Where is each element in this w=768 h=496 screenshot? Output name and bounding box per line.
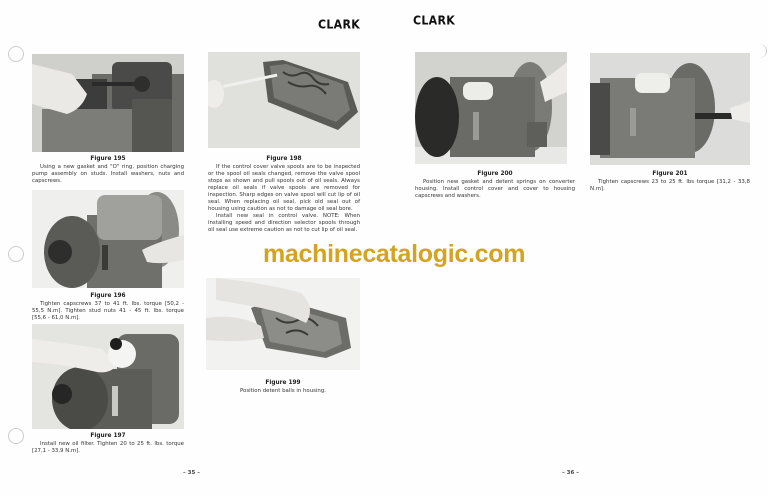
figure-title: Figure 195 [90, 156, 126, 162]
figure-text: Position new gasket and detent springs on converter housing. Install control cover and cover to housing capscrews and washers. [415, 179, 575, 199]
binder-hole-mark [752, 44, 767, 58]
figure-title: Figure 197 [90, 433, 126, 439]
figure-title: Figure 201 [652, 171, 688, 177]
binder-hole-mark [8, 428, 24, 444]
figure-200-caption [415, 171, 575, 200]
watermark-text: machinecatalogic.com [263, 240, 526, 268]
figure-196-caption [32, 293, 184, 322]
figure-paragraph: If the control cover valve spools are to be inspected or the spool oil seals changed, remove the valve spool stops as shown and pull spools out of oil seals. Always replace oil seals if valve spools are removed for inspection. Sharp edges on valve spool will cut lip of oil seal. When replacing oil seal, pick old seal out of housing using caution as not to damage oil seal bore. [208, 164, 360, 212]
figure-197-caption [32, 433, 184, 455]
page-number-left: – 35 – [183, 470, 200, 476]
figure-paragraph: Install new seal in control valve. NOTE: When installing speed and direction selector spools through oil seal use extreme caution as not to cut lip of oil seal. [208, 213, 360, 233]
figure-198-caption [208, 156, 360, 234]
clark-logo-left: CLARK [318, 17, 361, 32]
clark-logo-right: CLARK [413, 13, 456, 28]
figure-text: Tighten capscrews 23 to 25 ft. lbs torque [31,2 - 33,8 N.m]. [590, 179, 750, 192]
figure-195-caption [32, 156, 184, 185]
figure-198-photo [208, 52, 360, 148]
figure-title: Figure 198 [266, 156, 302, 162]
figure-199-photo [206, 278, 360, 370]
figure-196-photo [32, 190, 184, 288]
figure-201-photo [590, 53, 750, 165]
figure-text: Using a new gasket and "O" ring, position charging pump assembly on studs. Install washers, nuts and capscrews. [32, 164, 184, 184]
figure-201-caption [590, 171, 750, 193]
figure-200-photo [415, 52, 567, 164]
binder-hole-mark [8, 246, 24, 262]
figure-text: Tighten capscrews 37 to 41 ft. lbs. torque [50,2 - 55,5 N.m]. Tighten stud nuts 41 - 45 ft. lbs. torque [55,6 - 61,0 N.m]. [32, 301, 184, 321]
figure-text: Position detent balls in housing. [240, 388, 326, 394]
page-number-right: – 36 – [562, 470, 579, 476]
figure-text [208, 164, 360, 234]
binder-hole-mark [8, 46, 24, 62]
figure-195-photo [32, 54, 184, 152]
figure-199-caption [206, 380, 360, 395]
figure-197-photo [32, 324, 184, 429]
figure-text: Install new oil filter. Tighten 20 to 25 ft. lbs. torque [27,1 - 33,9 N.m]. [32, 441, 184, 454]
figure-title: Figure 200 [477, 171, 513, 177]
figure-title: Figure 199 [265, 380, 301, 386]
figure-title: Figure 196 [90, 293, 126, 299]
